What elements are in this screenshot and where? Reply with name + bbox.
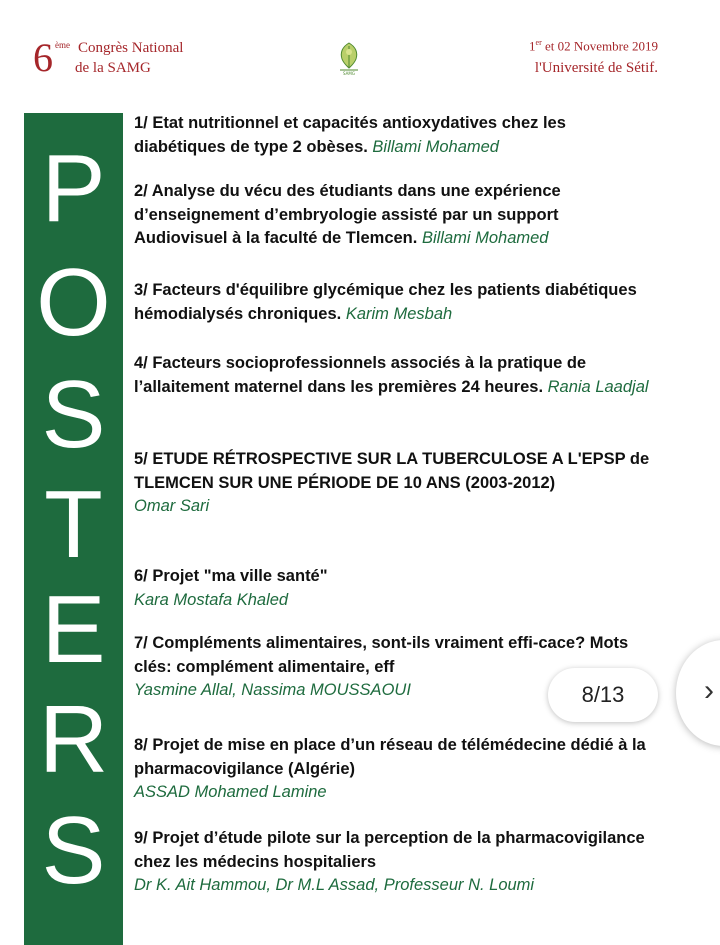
poster-item <box>134 448 654 519</box>
poster-item <box>134 565 654 612</box>
samg-logo-icon <box>332 38 366 76</box>
band-letter: T <box>44 471 103 578</box>
chevron-right-icon: › <box>704 674 714 707</box>
poster-title: 1/ Etat nutritionnel et capacités antioxydatives chez les diabétiques de type 2 obèses. <box>134 114 566 156</box>
poster-item <box>134 827 654 898</box>
poster-item <box>134 279 654 326</box>
poster-authors: Yasmine Allal, Nassima MOUSSAOUI <box>134 681 411 699</box>
poster-title: 9/ Projet d’étude pilote sur la perception de la pharmacovigilance chez les médecins hospitaliers <box>134 829 645 871</box>
poster-title: 8/ Projet de mise en place d’un réseau de télémédecine dédié à la pharmacovigilance (Algérie) <box>134 736 646 778</box>
poster-title: 4/ Facteurs socioprofessionnels associés à la pratique de l’allaitement maternel dans les premières 24 heures. <box>134 354 587 396</box>
next-page-button[interactable] <box>676 640 720 746</box>
poster-item <box>134 352 654 399</box>
edition-suffix: ème <box>55 40 70 50</box>
poster-authors: ASSAD Mohamed Lamine <box>134 783 327 801</box>
congress-date-venue <box>529 38 658 77</box>
poster-title: 3/ Facteurs d'équilibre glycémique chez les patients diabétiques hémodialysés chroniques. <box>134 281 637 323</box>
band-letter: S <box>41 361 106 468</box>
poster-authors: Billami Mohamed <box>421 229 549 247</box>
poster-authors: Omar Sari <box>134 497 210 515</box>
page-indicator: 8/13 <box>548 668 658 722</box>
poster-item <box>134 734 654 805</box>
edition-number: 6 <box>33 35 53 80</box>
poster-title: 7/ Compléments alimentaires, sont-ils vraiment effi-cace? Mots clés: complément alimentaire, eff <box>134 634 629 676</box>
poster-authors: Billami Mohamed <box>372 137 499 156</box>
poster-item <box>134 112 654 159</box>
svg-text:SAMG: SAMG <box>343 71 355 76</box>
congress-dates: 1er et 02 Novembre 2019 <box>529 38 658 54</box>
band-letter: S <box>41 797 106 904</box>
poster-authors: Dr K. Ait Hammou, Dr M.L Assad, Professeur N. Loumi <box>134 876 535 894</box>
band-letter: P <box>41 135 106 242</box>
poster-authors: Rania Laadjal <box>547 377 649 396</box>
poster-title: 5/ ETUDE RÉTROSPECTIVE SUR LA TUBERCULOSE A L'EPSP de TLEMCEN SUR UNE PÉRIODE DE 10 ANS (2003-2012) <box>134 450 650 492</box>
poster-authors: Kara Mostafa Khaled <box>134 590 289 609</box>
congress-title-line2: de la SAMG <box>75 60 151 76</box>
band-letter: E <box>41 576 106 683</box>
posters-band <box>24 113 123 945</box>
poster-title: 2/ Analyse du vécu des étudiants dans une expérience d’enseignement d’embryologie assisté par un support Audiovisuel à la faculté de Tlemcen. <box>134 182 561 247</box>
poster-item <box>134 180 654 251</box>
poster-title: 6/ Projet "ma ville santé" <box>134 567 328 585</box>
congress-title-line1: Congrès National <box>78 40 184 56</box>
poster-authors: Karim Mesbah <box>345 304 453 323</box>
congress-venue: l'Université de Sétif. <box>534 60 658 77</box>
band-letter: R <box>38 686 109 793</box>
band-letter: O <box>36 249 111 356</box>
